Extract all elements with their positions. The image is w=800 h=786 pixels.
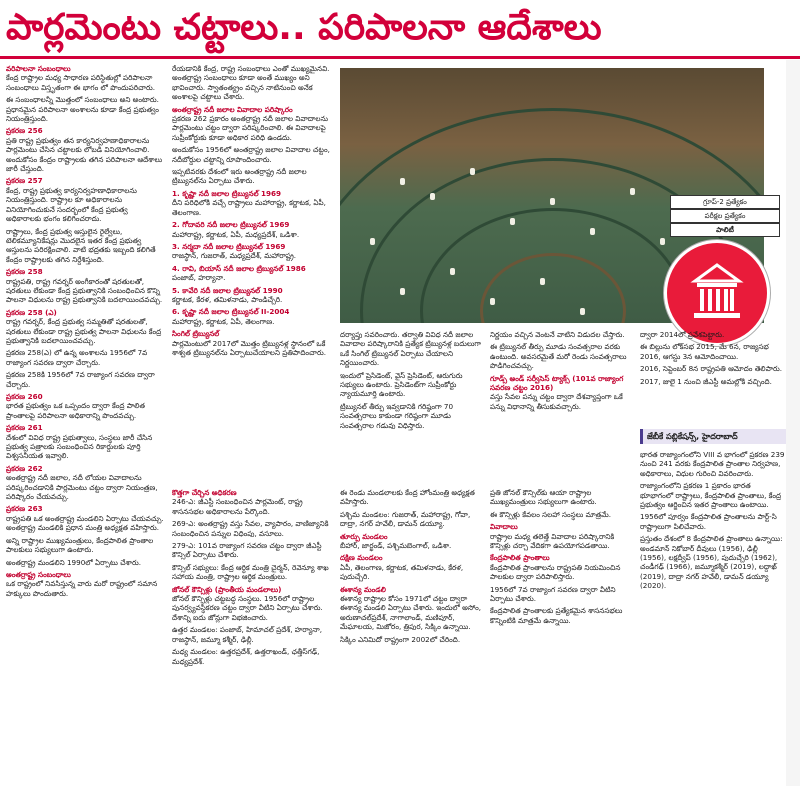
paragraph [490,522,634,550]
body-text: 1956లో 7వ రాజ్యాంగ సవరణ ద్వారా వీటిని ఏర్పాటు చేశారు. [490,584,616,604]
body-text: అందుకోసం 1956లో అంతర్రాష్ట్ర జలాల వివాదాల చట్టం, నదీబోర్డుల చట్టాన్ని రూపొందించారు. [172,145,330,164]
paragraph [340,585,484,632]
body-text: ప్రకరణ 262 ప్రకారం అంతర్రాష్ట్ర నదీ జలాల వివాదాలను పార్లమెంటు చట్టం ద్వారా పరిష్కరించాలి. ఈ వివాదాలపై సుప్రీంకోర్టుకు కూడా అధికార పరిధి ఉండదు. [172,114,329,142]
paragraph [340,330,484,368]
body-text: అన్ని రాష్ట్రాల ముఖ్యమంత్రులు, కేంద్రపాలిత ప్రాంతాల పాలకులు సభ్యులుగా ఉంటారు. [6,535,154,555]
body-text: 269-ఎ: అంతర్రాష్ట్ర వస్తు సేవల, వ్యాపారం, వాణిజ్యానికి సంబంధించిన పన్నుల విధింపు, వసూలు. [172,519,329,538]
body-text: ప్రకరణ 258కి 1956లో 7వ రాజ్యాంగ సవరణ ద్వారా చేర్చారు. [6,370,155,389]
body-text: రాజస్థాన్, గుజరాత్, మధ్యప్రదేశ్, మహారాష్ట్ర. [172,251,297,261]
paragraph [6,570,164,598]
paragraph [6,370,164,389]
paragraph [6,464,164,502]
paragraph [340,402,484,430]
body-text: ఉత్తర మండలం: పంజాబ్, హిమాచల్ ప్రదేశ్, హర్యానా, రాజస్థాన్, జమ్మూ కశ్మీర్, ఢిల్లీ. [172,625,322,644]
subheading: ఈశాన్య మండలి [340,584,386,594]
body-text: ఈ ట్రిబ్యునల్ తీర్పు మూడు సంవత్సరాల వరకు ఉంటుంది. అవసరమైతే మరో రెండు సంవత్సరాలు పొడిగించవచ్చు. [490,342,627,371]
body-text: ప్రతి రాష్ట్ర ప్రభుత్వం తన కార్యనిర్వహణాధికారాలను పార్లమెంటు చేసిన చట్టాలకు లోబడి వినియోగించాలి. అందుకోసం కేంద్రం రాష్ట్రాలకు తగిన పరిపాలనా ఆదేశాలు జారీ చేస్తుంది. [6,135,163,174]
body-text: ఈ కౌన్సిళ్లు కేవలం సలహా సంస్థలు మాత్రమే. [490,509,611,519]
body-text: ఈ సంబంధాలన్నీ మొత్తంలో సంబంధాలు అని అంటారు. ప్రధానమైన పరిపాలనా అంశాలను కూడా కేంద్ర ప్రభుత్వం నియంత్రిస్తుంది. [6,95,159,124]
paragraph [490,342,634,370]
subheading: 4. రావి, బియాస్ నదీ జలాల ట్రిబ్యునల్ 1986 [172,263,306,273]
body-text: కేంద్రపాలిత ప్రాంతాలకు ప్రత్యేకమైన శాసనసభలు కొన్నింటికి మాత్రమే ఉన్నాయి. [490,606,623,625]
paragraph [172,563,332,582]
body-text: ట్రిబ్యునల్ తీర్పు ఇవ్వడానికి గరిష్ఠంగా 70 సంవత్సరాలు కాకుండా గరిష్ఠంగా మూడు సంవత్సరాల గడువు విధిస్తారు. [340,401,454,430]
body-text: ఇప్పటివరకు దేశంలో ఇరు అంతర్రాష్ట్ర నదీ జలాల ట్రిబ్యునల్‌ను ఏర్పాటు చేశారు. [172,167,307,186]
paragraph [172,64,332,102]
body-text: 246-ఎ: జీఎస్టీ సంబంధించిన పార్లమెంట్, రాష్ట్ర శాసనసభల అధికారాలను పేర్కొంది. [172,497,303,516]
column-3 [340,330,484,480]
body-text: రేయడానికి కేంద్ర, రాష్ట్ర సంబంధాలు ఎంతో ముఖ్యమైనవి. అంతర్రాష్ట్ర సంబంధాలు కూడా అంతే ముఖ్యం అని భావించారు. స్వాతంత్య్రం వచ్చిన నాటినుంచి అనేక అంశాలపై చట్టాలు చేశారు. [172,64,330,102]
column-1 [6,64,164,784]
body-text: ఈ బిల్లును లోక్‌సభ 2015, మే 6న, రాజ్యసభ 2016, ఆగస్టు 3న ఆమోదించాయి. [640,342,769,361]
paragraph [172,585,332,623]
paragraph [640,342,786,361]
subheading: ప్రకరణ 263 [6,504,43,514]
body-text: పశ్చిమ మండలం: గుజరాత్, మహారాష్ట్ర, గోవా, దాద్రా, నగర్ హవేలీ, డామన్ డయ్యూ. [340,509,471,529]
body-text: దర్యాప్తు సవరించారు. తర్వాతి వివిధ నదీ జలాల వివాదాల పరిష్కారానికి ప్రత్యేక ట్రిబ్యునళ్ల బదులుగా ఒకే సింగిల్ ట్రిబ్యునల్ ఏర్పాటు చేయాలని నిర్ణయించారు. [340,330,482,368]
body-text: నిర్ణయం వచ్చిన వెంటనే వాటిని విడుదల చేస్తారు. [490,330,625,339]
paragraph [6,558,164,567]
paragraph [172,167,332,186]
subheading: వరిపాలనా సంబంధాలు [6,64,71,73]
subheading: ప్రకరణ 261 [6,423,43,433]
exam-special-label: పరీక్షల ప్రత్యేకం [670,209,780,223]
paragraph [172,264,332,283]
subheading: కొత్తగా చేర్చిన అధికరణ [172,488,237,497]
paragraph [6,176,164,223]
subheading: 6. కృష్ణా నదీ జలాల ట్రిబ్యునల్ II-2004 [172,307,290,317]
body-text: కేంద్ర, రాష్ట్ర ప్రభుత్వ కార్యనిర్వహణాధికారాలను నియంత్రిస్తుంది. రాష్ట్రాల కూ అధికారాలను వినియోగించుకునే సందర్భంలో కేంద్ర ప్రభుత్వ అధికారాలకు భంగం కలిగించరాదు. [6,185,137,224]
body-text: రాష్ట్రాలు, కేంద్ర ప్రభుత్వ ఆస్తులైన రైల్వేలు, టెలికమ్యూనికేషన్లు మొదలైన ఇతర కేంద్ర ప్రభుత్వ ఆస్తులను పరిరక్షించాలి. వాటి భద్రతకు ఇబ్బంది కలిగితే కేంద్రం రాష్ట్రాలకు తగిన నిర్దేశిస్తుంది. [6,226,156,264]
body-text: కేంద్ర రాష్ట్రాల మధ్య సాధారణ పరిస్థితుల్లో పరిపాలనా సంబంధాలు విస్తృతంగా ఈ భాగం లో పొందుపరిచారు. [6,73,155,92]
subheading: 1. కృష్ణా నదీ జలాల ట్రిబ్యునల్ 1969 [172,188,282,198]
paragraph [490,553,634,581]
paragraph [490,585,634,604]
body-text: పంజాబ్, హర్యానా. [172,273,226,283]
paragraph [172,220,332,239]
paragraph [6,348,164,367]
body-text: దేశంలో వివిధ రాష్ట్ర ప్రభుత్వాలు, సంస్థలు జారీ చేసిన ప్రభుత్వ పత్రాలకు సంబంధించిన రికార్డులకు పూర్తి విశ్వసనీయత ఇవ్వాలి. [6,432,153,461]
paragraph [340,488,484,507]
paragraph [340,553,484,581]
paragraph [490,330,634,339]
paragraph [172,625,332,644]
paragraph [490,510,634,519]
paragraph [172,189,332,217]
paragraph [490,488,634,507]
body-text: భారత రాజ్యాంగంలోని VIII వ భాగంలో ప్రకరణ 239 నుంచి 241 వరకు కేంద్రపాలిత ప్రాంతాల నిర్వహణ, అధికారాలు, విధుల గురించి వివరించారు. [640,450,785,478]
body-text: ఈశాన్య రాష్ట్రాల కోసం 1971లో చట్టం ద్వారా ఈశాన్య మండలి ఏర్పాటు చేశారు. ఇందులో అసోం, అరుణాచల్‌ప్రదేశ్, నాగాలాండ్, మణిపూర్, మేఘాలయ, మిజోరం, త్రిపుర, సిక్కిం ఉన్నాయి. [340,594,482,632]
body-text: రాష్ట్రపతి, రాష్ట్ర గవర్నర్ అంగీకారంతో షరతులతో, షరతులు లేకుండా కేంద్ర ప్రభుత్వానికి సంబంధించిన కొన్ని పాలనా విధులను రాష్ట్ర ప్రభుత్వానికి బదలాయించవచ్చు. [6,276,163,305]
body-text: మహారాష్ట్ర, కర్ణాటక, ఏపీ, మధ్యప్రదేశ్, ఒడిశా. [172,229,300,239]
paragraph [340,371,484,399]
paragraph [6,392,164,420]
body-text: ద్వారా 2014లో ప్రవేశపెట్టారు. [640,330,725,339]
paragraph [6,95,164,123]
column-4 [490,330,634,480]
paragraph [340,510,484,529]
body-text: పార్లమెంటులో 2017లో మొత్తం ట్రిబ్యునళ్ల స్థానంలో ఒకే శాశ్వత ట్రిబ్యునల్‌ను ఏర్పాటుచేయాలని ప్రతిపాదించారు. [172,338,327,357]
body-text: ప్రకరణ 258(ఎ) లో ఉన్న అంశాలను 1956లో 7వ రాజ్యాంగ సవరణ ద్వారా చేర్చారు. [6,348,148,367]
paragraph [6,423,164,461]
body-text: రాష్ట్రపతి ఒక అంతర్రాష్ట్ర మండలిని ఏర్పాటు చేయవచ్చు. అంతర్రాష్ట్ర మండలికి ప్రధాన మంత్రి అధ్యక్షత వహిస్తారు. [6,513,164,533]
body-text: కర్ణాటక, కేరళ, తమిళనాడు, పాండిచ్చేరి. [172,294,283,304]
paragraph [172,488,332,516]
body-text: ఇందులో ప్రెసిడెంట్, వైస్ ప్రెసిడెంట్, ఆరుగురు సభ్యులు ఉంటారు. ప్రెసిడెంట్‌గా సుప్రీంకోర్టు న్యాయమూర్తి ఉంటారు. [340,370,463,399]
body-text: మహారాష్ట్ర, కర్ణాటక, ఏపీ, తెలంగాణ. [172,316,275,326]
page-edge [786,60,800,786]
subheading: 5. కావేరి నదీ జలాల ట్రిబ్యునల్ 1990 [172,285,283,295]
body-text: 279-ఎ: 101వ రాజ్యాంగ సవరణ చట్టం ద్వారా జీఎస్టీ కౌన్సిల్ ఏర్పాటు చేశారు. [172,541,322,560]
subheading: 3. నర్మదా నదీ జలాల ట్రిబ్యునల్ 1969 [172,241,286,251]
paragraph [6,308,164,346]
group-label: గ్రూప్-2 ప్రత్యేకం [670,195,780,209]
subheading: ప్రకరణ 257 [6,176,43,186]
paragraph [172,145,332,164]
body-text: వస్తు సేవల పన్ను చట్టం ద్వారా దేశవ్యాప్తంగా ఒకే పన్ను విధానాన్ని తీసుకువచ్చారు. [490,392,623,411]
body-text: 2016, సెప్టెంబర్ 8న రాష్ట్రపతి ఆమోదం తెలిపారు. [640,364,783,374]
paragraph [6,536,164,555]
paragraph [640,512,786,531]
paragraph [6,504,164,532]
paragraph [490,374,634,412]
subheading: వివాదాలు [490,522,518,532]
paragraph [640,481,786,509]
subheading: ప్రకరణ 258 [6,267,43,277]
publisher-credit: జేబీకే పబ్లికేషన్స్, హైదరాబాద్ [640,429,793,444]
headline-rule [0,56,800,59]
paragraph [340,532,484,551]
paragraph [172,286,332,305]
paragraph [6,64,164,92]
body-text: ప్రస్తుతం దేశంలో 8 కేంద్రపాలిత ప్రాంతాలు ఉన్నాయి: అండమాన్ నికోబార్ దీవులు (1956), ఢిల్లీ (1956), లక్షద్వీప్ (1956), పుదుచ్చేరి (1962), చండీగఢ్ (1966), జమ్మూకశ్మీర్ (2019), లద్దాఖ్ (2019), దాద్రా నగర్ హవేలీ, డామన్ డయ్యూ (2020). [640,534,783,591]
body-text: 1956లో పూర్వం కేంద్రపాలిత ప్రాంతాలను పార్ట్-సి రాష్ట్రాలుగా పిలిచేవారు. [640,512,777,531]
body-text: సిక్కిం ఎనిమిదో రాష్ట్రంగా 2002లో చేరింది. [340,634,461,644]
column-2 [172,64,332,484]
column-7 [340,488,484,784]
subheading: అంతర్రాష్ట్ర నదీ జలాల వివాదాల పరిష్కారం [172,104,293,114]
paragraph [6,267,164,305]
subheading: సింగిల్ ట్రిబ్యునల్ [172,329,220,339]
subheading: ప్రకరణ 258 (ఎ) [6,307,57,317]
body-text: ఈ రెండు మండలాలకు కేంద్ర హోంమంత్రి అధ్యక్షత వహిస్తారు. [340,488,475,507]
headline: పార్లమెంటు చట్టాలు.. పరిపాలనా ఆదేశాలు [6,7,602,48]
paragraph [172,242,332,261]
paragraph [172,541,332,560]
body-text: బీహార్, జార్ఖండ్, పశ్చిమబెంగాల్, ఒడిశా. [340,541,452,551]
body-text: అంతర్రాష్ట్ర నదీ జలాల, నదీ లోయల వివాదాలను పరిష్కరించడానికి పార్లమెంటు చట్టం ద్వారా నియంత్రణ, పరిష్కారం చేయవచ్చు. [6,473,158,502]
subheading: జోనల్ కౌన్సిళ్లు (ప్రాంతీయ మండలాలు) [172,584,282,594]
body-text: ప్రతి జోనల్ కౌన్సిల్‌కు ఆయా రాష్ట్రాల ముఖ్యమంత్రులు సభ్యులుగా ఉంటారు. [490,488,597,507]
paragraph [340,635,484,644]
paragraph [172,329,332,357]
body-text: రాష్ట్రాల మధ్య తలెత్తే వివాదాల పరిష్కారానికి కౌన్సిళ్లు చర్చా వేదికగా ఉపయోగపడతాయి. [490,531,615,551]
body-text: అంతర్రాష్ట్ర మండలిని 1990లో ఏర్పాటు చేశారు. [6,557,142,567]
subheading: ప్రకరణ 262 [6,463,43,473]
subheading: దక్షిణ మండలం [340,553,383,563]
body-text: రాజ్యాంగంలోని ప్రకరణ 1 ప్రకారం భారత భూభాగంలో రాష్ట్రాలు, కేంద్రపాలిత ప్రాంతాలు, కేంద్ర ప్రభుత్వం ఆర్జించిన ఇతర ప్రాంతాలు ఉంటాయి. [640,481,782,510]
body-text: కేంద్రపాలిత ప్రాంతాలను రాష్ట్రపతి నియమించిన పాలకుల ద్వారా పరిపాలిస్తారు. [490,562,621,582]
topic-label: పాలిటీ [670,223,780,237]
body-text: కౌన్సిల్ సభ్యులు: కేంద్ర ఆర్థిక మంత్రి చైర్మన్, రెవెన్యూ శాఖ సహాయ మంత్రి, రాష్ట్రాల ఆర్థిక మంత్రులు. [172,562,329,582]
body-text: దీని పరిధిలోకి వచ్చే రాష్ట్రాలు మహారాష్ట్ర, కర్ణాటక, ఏపీ, తెలంగాణ. [172,198,326,217]
paragraph [640,534,786,590]
paragraph [172,105,332,143]
body-text: ఏపీ, తెలంగాణ, కర్ణాటక, తమిళనాడు, కేరళ, పుదుచ్చేరి. [340,562,464,582]
body-text: మధ్య మండలం: ఉత్తరప్రదేశ్, ఉత్తరాఖండ్, ఛత్తీస్‌గఢ్, మధ్యప్రదేశ్. [172,647,320,666]
body-text: 2017, జులై 1 నుంచి జీఎస్టీ అమల్లోకి వచ్చింది. [640,376,772,386]
column-9 [640,450,786,784]
paragraph [640,377,786,386]
paragraph [172,307,332,326]
subheading: తూర్పు మండలం [340,531,388,541]
subheading: గూడ్స్ అండ్ సర్వీసెస్ ట్యాక్స్ (101వ రాజ్యాంగ సవరణ చట్టం 2016) [490,373,624,393]
paragraph [172,647,332,666]
paragraph [640,364,786,373]
paragraph [640,450,786,478]
column-8 [490,488,634,784]
subheading: ప్రకరణ 260 [6,392,43,401]
subheading: ప్రకరణ 256 [6,126,43,136]
subheading: 2. గోదావరి నదీ జలాల ట్రిబ్యునల్ 1969 [172,220,290,230]
subheading: కేంద్రపాలిత ప్రాంతాలు [490,553,550,563]
paragraph [490,606,634,625]
subheading: అంతర్రాష్ట్ర సంబంధాలు [6,569,71,579]
paragraph [172,519,332,538]
column-5 [640,330,786,428]
body-text: జోనల్ కౌన్సిళ్లు చట్టబద్ధ సంస్థలు. 1956లో రాష్ట్రాల పునర్వ్యవస్థీకరణ చట్టం ద్వారా వీటిని ఏర్పాటు చేశారు. దేశాన్ని ఐదు జోన్లుగా విభజించారు. [172,594,323,622]
column-6 [172,488,332,784]
paragraph [640,330,786,339]
body-text: ఒక రాష్ట్రంలో నివసిస్తున్న వారు మరో రాష్ట్రంలో సమాన హక్కులు పొందుతారు. [6,579,158,598]
body-text: రాష్ట్ర గవర్నర్, కేంద్ర ప్రభుత్వ సమ్మతితో షరతులతో, షరతులు లేకుండా రాష్ట్ర ప్రభుత్వ పాలనా విధులను కేంద్ర ప్రభుత్వానికి బదలాయించవచ్చు. [6,317,162,345]
paragraph [6,126,164,173]
paragraph [6,227,164,265]
body-text: భారత ప్రభుత్వం ఒక ఒప్పందం ద్వారా కేంద్ర పాలిత ప్రాంతాలపై పరిపాలనా అధికారాన్ని పొందవచ్చు. [6,401,145,420]
